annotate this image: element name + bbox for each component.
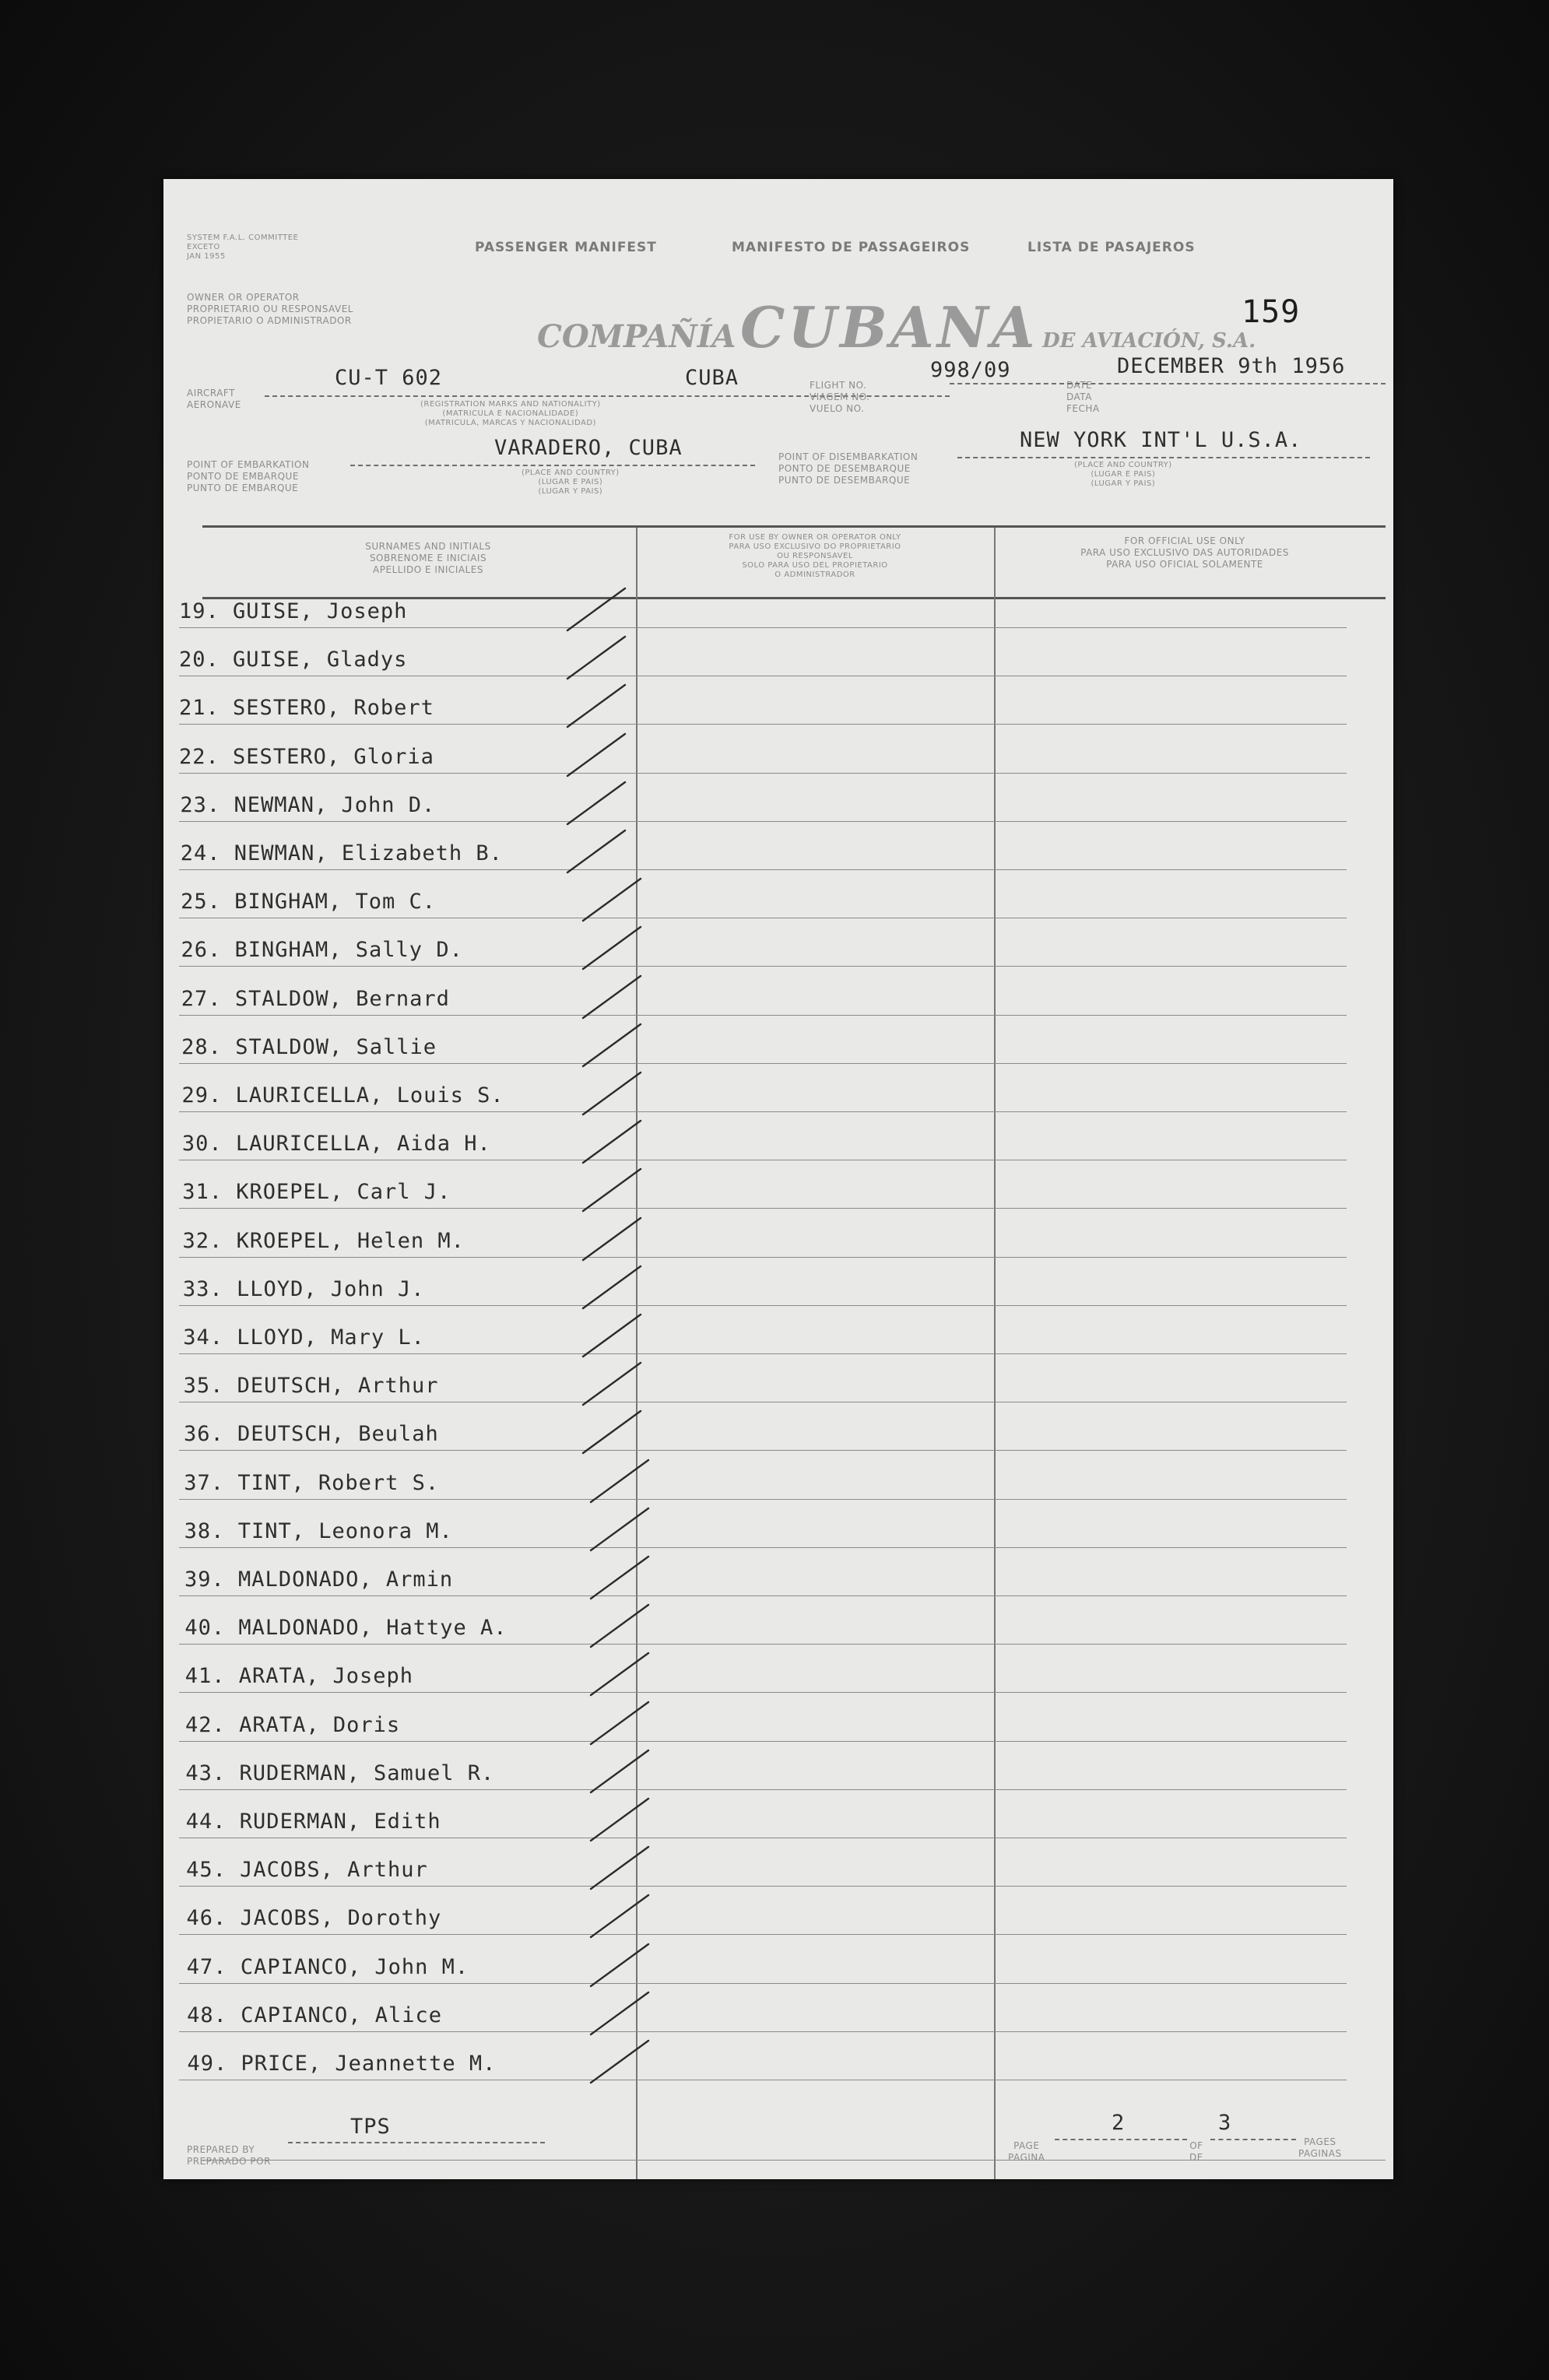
operator-name-part: CUBANA [740, 294, 1038, 360]
label-line: AIRCRAFT [187, 388, 235, 398]
flight-date: DECEMBER 9th 1956 [1117, 354, 1346, 378]
header-line: FOR USE BY OWNER OR OPERATOR ONLY [729, 533, 901, 542]
check-mark-icon [588, 1892, 658, 1946]
passenger-entry [179, 648, 407, 672]
check-mark-icon [580, 1166, 650, 1220]
table-row [163, 1566, 1393, 1614]
label-line: PONTO DE EMBARQUE [187, 471, 299, 482]
row-rule [179, 1547, 1347, 1548]
operator-name [537, 294, 1256, 360]
total-pages-rule [1210, 2139, 1296, 2140]
table-row [163, 1178, 1393, 1227]
table-row [163, 1904, 1393, 1953]
passenger-entry [184, 1422, 439, 1446]
caption-line: (MATRICULA, MARCAS Y NACIONALIDAD) [424, 419, 596, 427]
passenger-number: 26. [181, 938, 222, 962]
check-mark-icon [580, 876, 650, 930]
label-line: VIAGEM NO. [810, 391, 870, 402]
passenger-number: 34. [183, 1325, 224, 1350]
check-mark-icon [588, 1699, 658, 1753]
table-row [163, 1953, 1393, 2002]
passenger-entry [185, 1761, 494, 1785]
passenger-number: 32. [182, 1229, 223, 1253]
check-mark-icon [564, 634, 634, 688]
of-label [1189, 2140, 1203, 2164]
row-rule [179, 1741, 1347, 1742]
page-rule [1055, 2139, 1187, 2140]
title-en: PASSENGER MANIFEST [475, 240, 657, 255]
passenger-name: LAURICELLA, Louis S. [235, 1083, 504, 1108]
label-line: AERONAVE [187, 399, 241, 410]
passenger-name: MALDONADO, Hattye A. [238, 1616, 508, 1640]
disembarkation-place-caption [1074, 461, 1172, 489]
check-mark-icon [588, 1505, 658, 1560]
date-label [1066, 380, 1100, 415]
passenger-number: 19. [179, 599, 220, 623]
owner-operator-label [187, 292, 353, 327]
header-line: SOBRENOME E INICIAIS [369, 553, 487, 563]
passenger-name: LLOYD, Mary L. [237, 1325, 425, 1350]
disembarkation-rule [957, 457, 1370, 458]
row-rule [179, 869, 1347, 870]
table-row [163, 840, 1393, 888]
check-mark-icon [580, 1263, 650, 1318]
caption-line: (REGISTRATION MARKS AND NATIONALITY) [420, 400, 601, 409]
committee-line: SYSTEM F.A.L. COMMITTEE [187, 233, 299, 242]
caption-line: (LUGAR Y PAIS) [1091, 479, 1156, 488]
table-row [163, 1420, 1393, 1469]
row-rule [179, 1257, 1347, 1258]
caption-line: (PLACE AND COUNTRY) [1074, 461, 1172, 469]
table-row [163, 598, 1393, 646]
label-line: PROPRIETARIO OU RESPONSAVEL [187, 304, 353, 314]
aircraft-label [187, 388, 241, 411]
table-row [163, 1469, 1393, 1518]
row-rule [179, 1063, 1347, 1064]
disembarkation-point: NEW YORK INT'L U.S.A. [1020, 428, 1302, 452]
check-mark-icon [580, 973, 650, 1027]
row-rule [179, 1595, 1347, 1596]
label-line: POINT OF EMBARKATION [187, 459, 310, 470]
passenger-name: DEUTSCH, Arthur [237, 1374, 439, 1398]
passenger-name: ARATA, Doris [239, 1713, 401, 1737]
header-line: O ADMINISTRADOR [774, 570, 855, 579]
check-mark-icon [564, 779, 634, 834]
row-rule [179, 966, 1347, 967]
passenger-name: SESTERO, Gloria [233, 745, 434, 769]
passenger-name: TINT, Robert S. [237, 1471, 440, 1495]
label-line: VUELO NO. [810, 403, 865, 414]
embarkation-rule [350, 465, 755, 466]
passenger-entry [184, 1567, 453, 1592]
passenger-entry [181, 938, 462, 962]
total-pages: 3 [1218, 2111, 1232, 2135]
passenger-entry [183, 1229, 465, 1253]
passenger-name: NEWMAN, John D. [234, 793, 436, 817]
check-mark-icon [580, 1069, 650, 1124]
passenger-name: LLOYD, John J. [236, 1277, 425, 1301]
row-rule [179, 773, 1347, 774]
passenger-number: 46. [186, 1906, 227, 1930]
passenger-entry [181, 890, 436, 914]
passenger-entry [181, 987, 450, 1011]
passenger-name: ARATA, Joseph [238, 1664, 414, 1688]
passenger-name: JACOBS, Dorothy [240, 1906, 442, 1930]
header-line: FOR OFFICIAL USE ONLY [1124, 535, 1245, 546]
table-row [163, 1614, 1393, 1662]
passenger-number: 23. [180, 793, 221, 817]
passenger-entry [182, 1132, 491, 1156]
passenger-number: 33. [182, 1277, 223, 1301]
passenger-number: 45. [186, 1858, 227, 1882]
passenger-entry [179, 696, 434, 720]
passenger-number: 28. [181, 1035, 222, 1059]
passenger-entry [185, 1713, 400, 1737]
passenger-number: 38. [184, 1519, 225, 1543]
passenger-number: 43. [185, 1761, 227, 1785]
passenger-name: STALDOW, Sallie [235, 1035, 437, 1059]
date-rule [950, 383, 1386, 384]
header-line: SOLO PARA USO DEL PROPIETARIO [742, 561, 888, 570]
check-mark-icon [588, 1747, 658, 1802]
passenger-number: 35. [183, 1374, 224, 1398]
column-header-owner-use [640, 533, 990, 580]
label-line: PUNTO DE EMBARQUE [187, 483, 299, 493]
label-line: PUNTO DE DESEMBARQUE [778, 475, 911, 486]
passenger-number: 42. [185, 1713, 226, 1737]
pages-label [1298, 2136, 1342, 2160]
passenger-number: 39. [184, 1567, 225, 1592]
passenger-entry [179, 599, 407, 623]
check-mark-icon [588, 1650, 658, 1704]
check-mark-icon [564, 827, 634, 882]
passenger-name: DEUTSCH, Beulah [237, 1422, 439, 1446]
check-mark-icon [588, 1602, 658, 1656]
column-header-names [257, 541, 599, 576]
header-line: PARA USO OFICIAL SOLAMENTE [1106, 559, 1263, 570]
row-rule [179, 821, 1347, 822]
committee-info [187, 233, 298, 262]
label-line: OWNER OR OPERATOR [187, 292, 300, 303]
table-row [163, 1227, 1393, 1276]
flight-label [810, 380, 870, 415]
operator-name-part: DE AVIACIÓN, S.A. [1042, 329, 1256, 353]
check-mark-icon [580, 1215, 650, 1269]
row-rule [179, 1983, 1347, 1984]
embarkation-place-caption [522, 469, 620, 497]
footer-top-rule [202, 2160, 1386, 2161]
page-stamp-number: 159 [1242, 294, 1301, 330]
passenger-number: 48. [187, 2003, 227, 2027]
passenger-name: CAPIANCO, Alice [241, 2003, 443, 2027]
passenger-entry [181, 841, 503, 865]
passenger-number: 22. [179, 745, 220, 769]
check-mark-icon [588, 1553, 658, 1608]
row-rule [179, 1499, 1347, 1500]
passenger-number: 37. [184, 1471, 225, 1495]
passenger-name: RUDERMAN, Edith [239, 1810, 441, 1834]
passenger-name: BINGHAM, Tom C. [234, 890, 436, 914]
table-row [163, 985, 1393, 1034]
passenger-number: 20. [179, 648, 220, 672]
prepared-by-rule [288, 2142, 545, 2143]
caption-line: (MATRICULA E NACIONALIDADE) [442, 409, 579, 418]
flight-number: 998/09 [930, 358, 1011, 382]
column-header-official-use [998, 535, 1372, 570]
label-line: FLIGHT NO. [810, 380, 867, 391]
committee-line: JAN 1955 [187, 252, 226, 261]
prepared-by-label [187, 2144, 271, 2168]
label-line: OF [1189, 2140, 1203, 2151]
passenger-name: KROEPEL, Helen M. [236, 1229, 465, 1253]
label-line: PAGE [1013, 2140, 1040, 2151]
table-row [163, 2002, 1393, 2050]
check-mark-icon [588, 1844, 658, 1898]
passenger-name: CAPIANCO, John M. [240, 1955, 469, 1979]
label-line: DATA [1066, 391, 1092, 402]
header-line: SURNAMES AND INITIALS [365, 541, 491, 552]
passenger-entry [179, 745, 434, 769]
label-line: PROPIETARIO O ADMINISTRADOR [187, 315, 352, 326]
passenger-number: 40. [184, 1616, 226, 1640]
check-mark-icon [564, 585, 634, 640]
passenger-entry [186, 1906, 441, 1930]
table-row [163, 1324, 1393, 1372]
passenger-entry [187, 1955, 469, 1979]
row-rule [179, 724, 1347, 725]
header-line: APELLIDO E INICIALES [373, 564, 483, 575]
check-mark-icon [580, 1360, 650, 1414]
passenger-name: RUDERMAN, Samuel R. [239, 1761, 495, 1785]
row-rule [179, 1208, 1347, 1209]
row-rule [179, 1886, 1347, 1887]
passenger-name: JACOBS, Arthur [240, 1858, 428, 1882]
passenger-entry [185, 1664, 413, 1688]
label-line: PONTO DE DESEMBARQUE [778, 463, 911, 474]
passenger-entry [187, 2003, 442, 2027]
check-mark-icon [588, 1796, 658, 1850]
passenger-number: 29. [181, 1083, 223, 1108]
row-rule [179, 1015, 1347, 1016]
table-row [163, 694, 1393, 742]
passenger-entry [184, 1519, 453, 1543]
disembarkation-label [778, 451, 918, 486]
label-line: DATE [1066, 380, 1093, 391]
check-mark-icon [580, 924, 650, 978]
row-rule [179, 1305, 1347, 1306]
passenger-number: 24. [180, 841, 221, 865]
passenger-name: GUISE, Joseph [233, 599, 408, 623]
table-row [163, 1372, 1393, 1420]
passenger-number: 25. [181, 890, 221, 914]
passenger-entry [188, 2052, 497, 2076]
label-line: DE [1189, 2152, 1203, 2163]
table-row [163, 888, 1393, 936]
table-row [163, 1034, 1393, 1082]
check-mark-icon [588, 1941, 658, 1996]
check-mark-icon [580, 1408, 650, 1462]
passenger-name: MALDONADO, Armin [238, 1567, 454, 1592]
passenger-entry [182, 1180, 451, 1204]
caption-line: (LUGAR E PAIS) [1091, 470, 1156, 479]
table-top-rule [202, 525, 1386, 528]
check-mark-icon [580, 1311, 650, 1366]
passenger-number: 49. [187, 2052, 228, 2076]
passenger-number: 36. [183, 1422, 224, 1446]
passenger-entry [181, 1035, 437, 1059]
passenger-number: 47. [186, 1955, 227, 1979]
table-row [163, 646, 1393, 694]
check-mark-icon [564, 731, 634, 785]
passenger-name: GUISE, Gladys [233, 648, 408, 672]
label-line: FECHA [1066, 403, 1100, 414]
registration-caption [420, 400, 601, 428]
passenger-number: 27. [181, 987, 222, 1011]
header-line: PARA USO EXCLUSIVO DO PROPRIETARIO [729, 542, 901, 551]
check-mark-icon [588, 1989, 658, 2044]
committee-line: EXCETO [187, 243, 220, 251]
table-row [163, 936, 1393, 985]
passenger-entry [184, 1616, 507, 1640]
caption-line: (LUGAR Y PAIS) [538, 487, 603, 496]
passenger-number: 30. [181, 1132, 223, 1156]
passenger-name: LAURICELLA, Aida H. [235, 1132, 491, 1156]
table-row [163, 1808, 1393, 1856]
title-es: LISTA DE PASAJEROS [1027, 240, 1196, 255]
prepared-by-value: TPS [350, 2115, 391, 2139]
caption-line: (LUGAR E PAIS) [538, 478, 603, 486]
row-rule [179, 1789, 1347, 1790]
header-line: OU RESPONSAVEL [777, 552, 853, 560]
passenger-entry [184, 1374, 439, 1398]
label-line: POINT OF DISEMBARKATION [778, 451, 919, 462]
row-rule [179, 1934, 1347, 1935]
check-mark-icon [580, 1118, 650, 1172]
row-rule [179, 2031, 1347, 2032]
label-line: PAGES [1304, 2136, 1336, 2147]
table-row [163, 1711, 1393, 1760]
table-row [163, 792, 1393, 840]
passenger-name: KROEPEL, Carl J. [236, 1180, 451, 1204]
row-rule [179, 1644, 1347, 1645]
row-rule [179, 1450, 1347, 1451]
aircraft-registration: CU-T 602 [335, 366, 443, 390]
row-rule [179, 627, 1347, 628]
caption-line: (PLACE AND COUNTRY) [522, 469, 620, 477]
label-line: PAGINAS [1298, 2148, 1342, 2159]
passenger-entry [183, 1277, 425, 1301]
passenger-number: 44. [185, 1810, 227, 1834]
label-line: PREPARED BY [187, 2144, 255, 2155]
check-mark-icon [588, 1457, 658, 1511]
table-row [163, 1276, 1393, 1324]
aircraft-nationality: CUBA [685, 366, 739, 390]
passenger-entry [186, 1810, 441, 1834]
passenger-entry [182, 1083, 504, 1108]
label-line: PREPARADO POR [187, 2156, 271, 2167]
operator-name-part: COMPAÑÍA [537, 318, 736, 355]
table-row [163, 2050, 1393, 2098]
page-number: 2 [1112, 2111, 1126, 2135]
table-row [163, 1082, 1393, 1130]
row-rule [179, 1692, 1347, 1693]
header-line: PARA USO EXCLUSIVO DAS AUTORIDADES [1080, 547, 1289, 558]
title-pt: MANIFESTO DE PASSAGEIROS [732, 240, 971, 255]
page-label [1008, 2140, 1045, 2164]
passenger-name: STALDOW, Bernard [234, 987, 450, 1011]
row-rule [179, 1353, 1347, 1354]
passenger-entry [186, 1858, 428, 1882]
passenger-name: SESTERO, Robert [233, 696, 434, 720]
table-row [163, 1130, 1393, 1178]
passenger-number: 41. [184, 1664, 226, 1688]
passenger-name: TINT, Leonora M. [237, 1519, 453, 1543]
table-row [163, 743, 1393, 792]
passenger-name: BINGHAM, Sally D. [234, 938, 463, 962]
manifest-page [163, 179, 1393, 2179]
passenger-entry [180, 793, 435, 817]
passenger-name: NEWMAN, Elizabeth B. [234, 841, 503, 865]
passenger-name: PRICE, Jeannette M. [241, 2052, 497, 2076]
check-mark-icon [588, 2038, 658, 2092]
embarkation-label [187, 459, 309, 494]
label-line: PAGINA [1008, 2152, 1045, 2163]
row-rule [179, 1111, 1347, 1112]
table-row [163, 1662, 1393, 1711]
check-mark-icon [564, 682, 634, 736]
passenger-number: 21. [179, 696, 220, 720]
table-row [163, 1760, 1393, 1808]
embarkation-point: VARADERO, CUBA [494, 436, 683, 460]
check-mark-icon [580, 1021, 650, 1076]
passenger-number: 31. [182, 1180, 223, 1204]
table-row [163, 1518, 1393, 1566]
passenger-entry [183, 1325, 425, 1350]
table-row [163, 1856, 1393, 1904]
passenger-entry [184, 1471, 439, 1495]
